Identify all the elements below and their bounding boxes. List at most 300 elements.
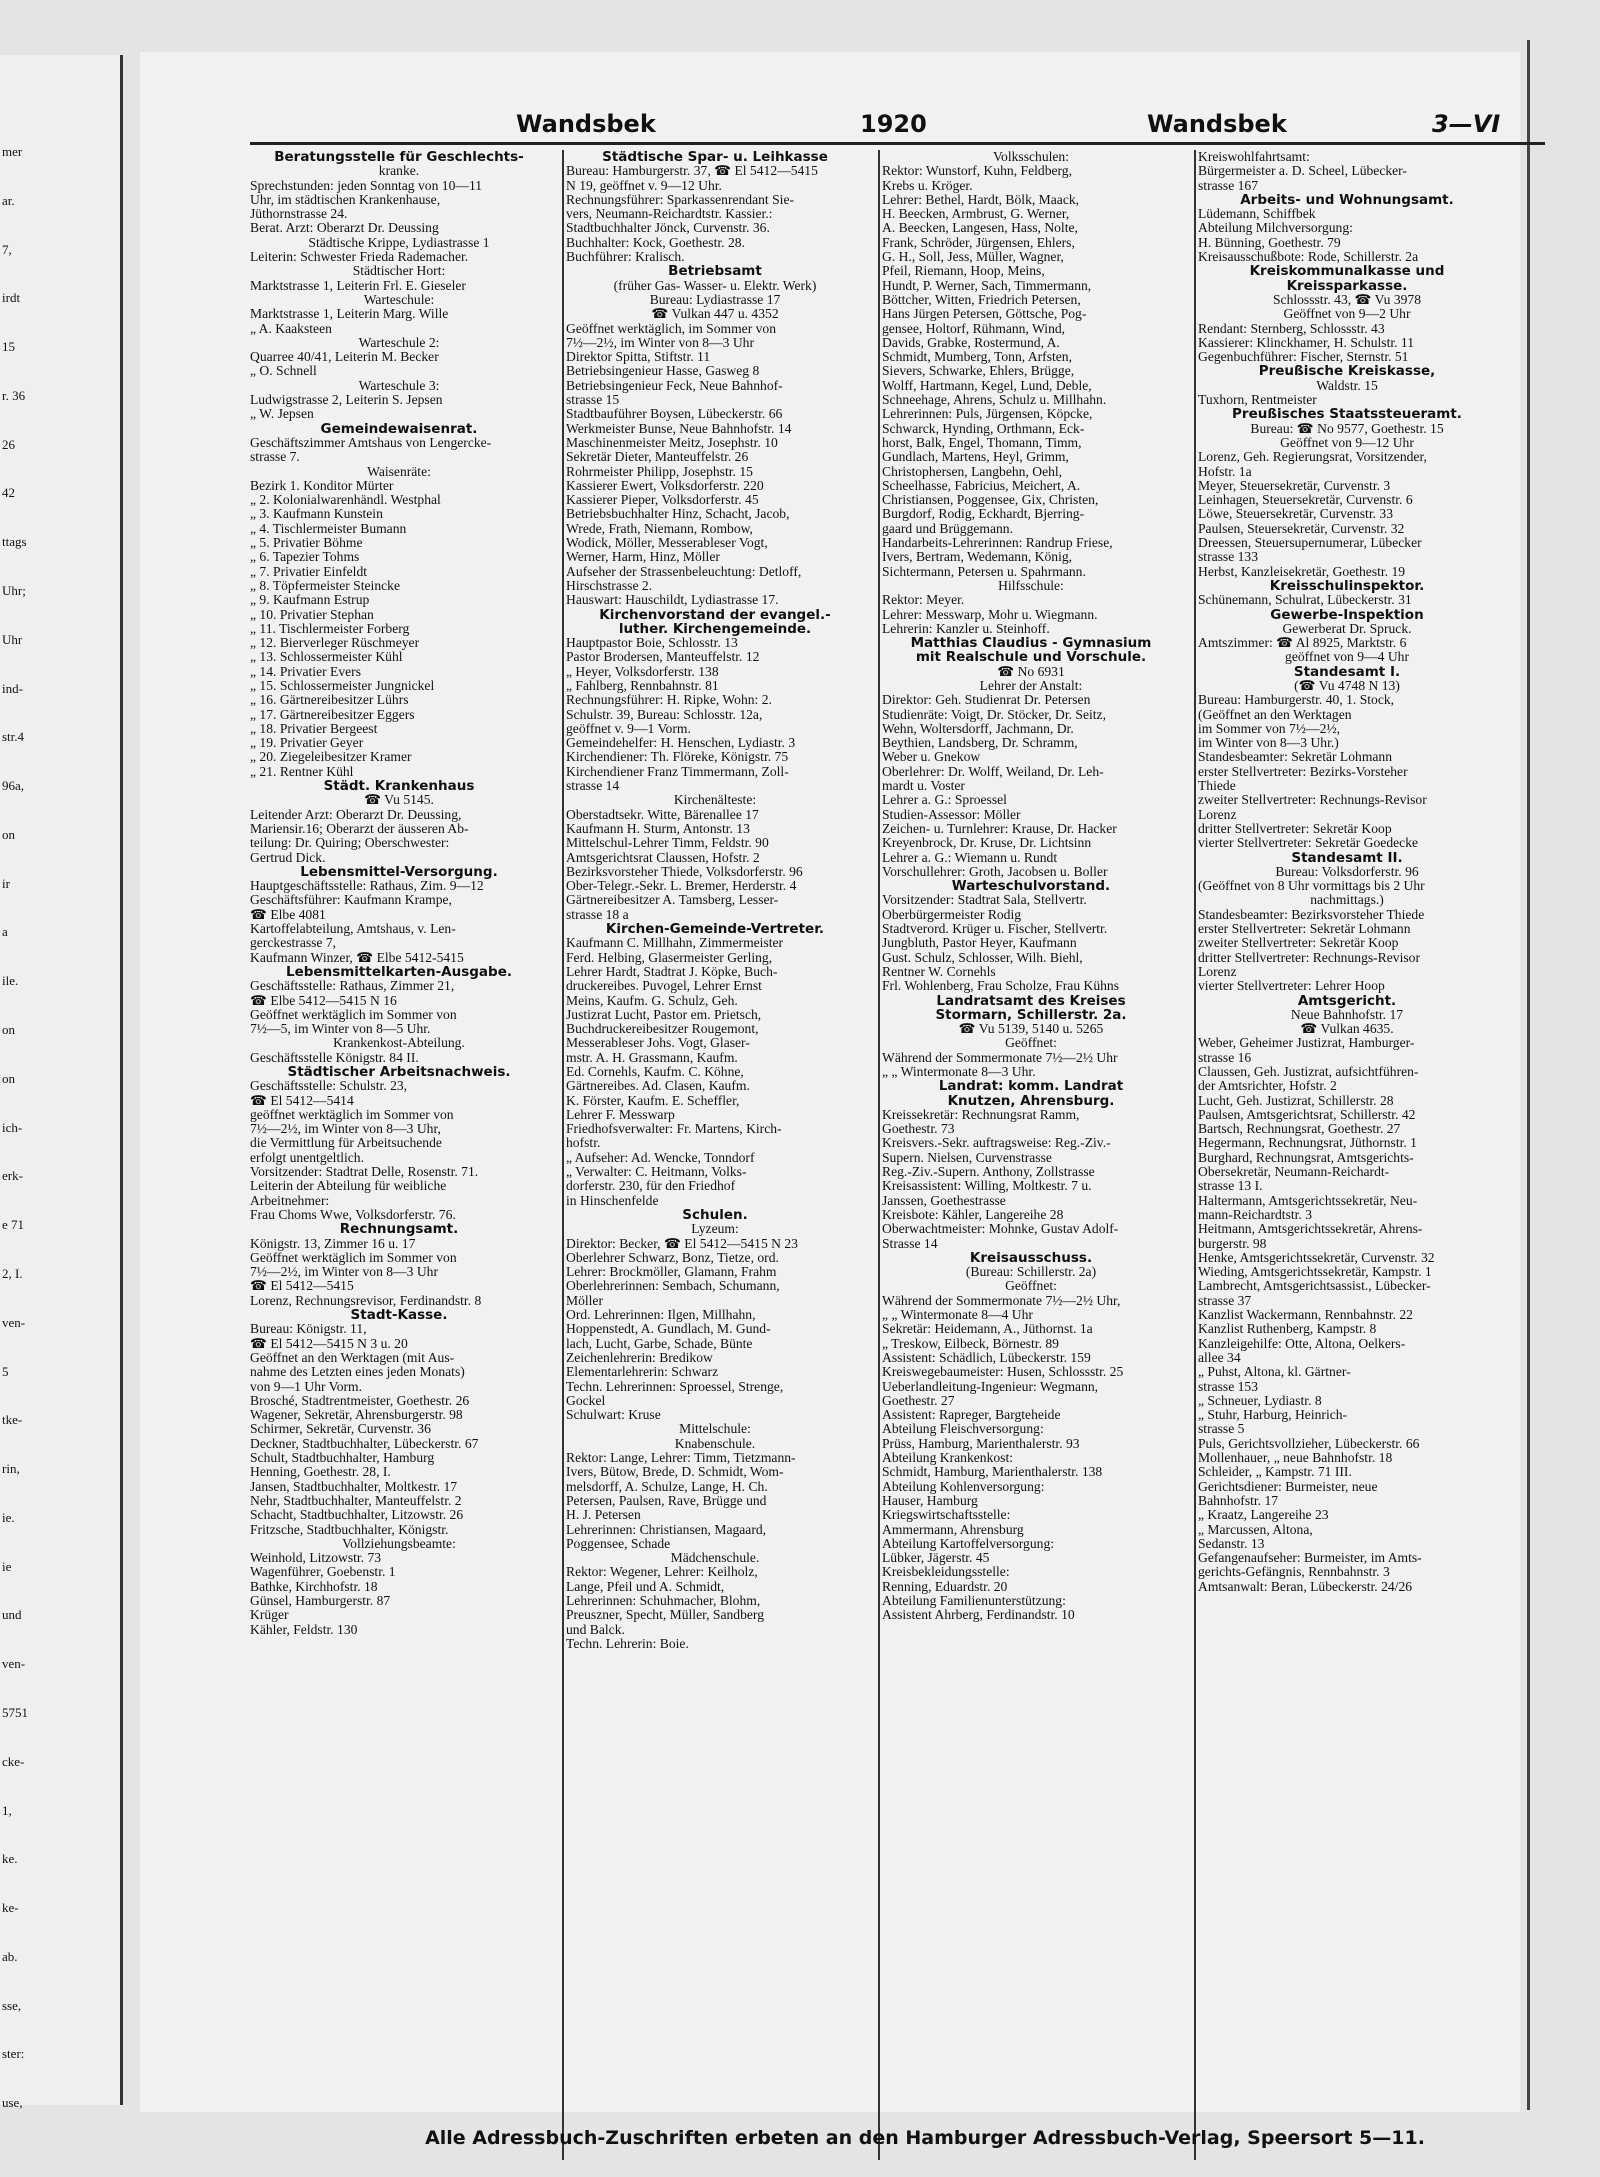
directory-entry-line: „ 2. Kolonialwarenhändl. Westphal [250, 493, 441, 508]
directory-entry-line: Wrede, Frath, Niemann, Rombow, [566, 521, 753, 536]
directory-entry-line: „ 10. Privatier Stephan [250, 607, 374, 622]
directory-entry-line: Vollziehungsbeamte: [342, 1536, 456, 1551]
directory-entry-line: Gockel [566, 1393, 606, 1408]
directory-entry-line: Beythien, Landsberg, Dr. Schramm, [882, 736, 1078, 751]
section-heading: Beratungsstelle für Geschlechts- [274, 150, 524, 165]
directory-entry-line: Pfeil, Riemann, Hoop, Meins, [882, 264, 1045, 279]
directory-entry-line: „ Schneuer, Lydiastr. 8 [1198, 1393, 1322, 1408]
margin-fragment: ab. [2, 1949, 18, 1964]
directory-entry-line: Weber u. Gnekow [882, 750, 981, 765]
directory-entry-line: G. H., Soll, Jess, Müller, Wagner, [882, 250, 1064, 265]
margin-fragment: a [2, 924, 8, 939]
directory-entry-line: geöffnet v. 9—1 Vorm. [566, 721, 691, 736]
directory-entry-line: Ludwigstrasse 2, Leiterin S. Jepsen [250, 393, 443, 408]
directory-entry-line: Obersekretär, Neumann-Reichardt- [1198, 1165, 1390, 1180]
directory-entry-line: Aufseher der Strassenbeleuchtung: Detloff, [566, 564, 802, 579]
directory-entry-line: Lorenz, Geh. Regierungsrat, Vorsitzender, [1198, 450, 1427, 465]
directory-entry-line: Ivers, Bütow, Brede, D. Schmidt, Wom- [566, 1465, 784, 1480]
directory-entry-line: Günsel, Hamburgerstr. 87 [250, 1593, 391, 1608]
directory-entry-line: Lambrecht, Amtsgerichtsassist., Lübecker- [1198, 1279, 1431, 1294]
directory-entry-line: Königstr. 13, Zimmer 16 u. 17 [250, 1236, 416, 1251]
directory-entry-line: Gust. Schulz, Schlosser, Wilh. Biehl, [882, 950, 1083, 965]
section-heading: Städt. Krankenhaus [323, 779, 475, 794]
directory-entry-line: Uhr, im städtischen Krankenhause, [250, 192, 441, 207]
directory-entry-line: Waldstr. 15 [1316, 378, 1378, 393]
directory-entry-line: Gemeindehelfer: H. Henschen, Lydiastr. 3 [566, 736, 796, 751]
directory-entry-line: Schult, Stadtbuchhalter, Hamburg [250, 1451, 435, 1466]
directory-entry-line: Bezirk 1. Konditor Mürter [250, 478, 394, 493]
directory-entry-line: gerichts-Gefängnis, Rennbahnstr. 3 [1198, 1565, 1390, 1580]
directory-entry-line: Hauptgeschäftsstelle: Rathaus, Zim. 9—12 [250, 879, 484, 894]
directory-entry-line: Rentner W. Cornehls [882, 964, 996, 979]
directory-entry-line: Kreisbote: Kähler, Langereihe 28 [882, 1207, 1064, 1222]
directory-entry-line: Kirchendiener Franz Timmermann, Zoll- [566, 764, 789, 779]
margin-fragment: 5 [2, 1364, 9, 1379]
margin-fragment: erk- [2, 1168, 23, 1183]
directory-entry-line: Hoppenstedt, A. Gundlach, M. Gund- [566, 1322, 771, 1337]
directory-entry-line: N 19, geöffnet v. 9—12 Uhr. [566, 178, 722, 193]
margin-fragment: sse, [2, 1998, 22, 2013]
section-heading: Gemeindewaisenrat. [320, 421, 478, 436]
directory-entry-line: Kaufmann Winzer, ☎ Elbe 5412-5415 [250, 950, 464, 965]
directory-entry-line: Geschäftsstelle: Schulstr. 23, [250, 1079, 408, 1094]
directory-entry-line: „ 8. Töpfermeister Steincke [250, 578, 400, 593]
margin-fragment: 7, [2, 242, 12, 257]
directory-entry-line: Renning, Eduardstr. 20 [882, 1579, 1008, 1594]
directory-entry-line: Schirmer, Sekretär, Curvenstr. 36 [250, 1422, 431, 1437]
directory-entry-line: Kaufmann C. Millhahn, Zimmermeister [566, 936, 784, 951]
directory-entry-line: Warteschule 2: [358, 335, 440, 350]
directory-entry-line: strasse 13 I. [1198, 1179, 1263, 1194]
directory-entry-line: Kähler, Feldstr. 130 [250, 1622, 358, 1637]
directory-entry-line: im Winter von 8—3 Uhr.) [1198, 736, 1339, 751]
directory-entry-line: Burghard, Rechnungsrat, Amtsgerichts- [1198, 1150, 1414, 1165]
directory-entry-line: Christophersen, Langbehn, Oehl, [882, 464, 1063, 479]
directory-entry-line: melsdorff, A. Schulze, Lange, H. Ch. [566, 1479, 768, 1494]
directory-entry-line: 7½—2½, im Winter von 8—3 Uhr [250, 1265, 438, 1280]
directory-entry-line: Gewerberat Dr. Spruck. [1282, 621, 1412, 636]
directory-entry-line: Gegenbuchführer: Fischer, Sternstr. 51 [1198, 350, 1409, 365]
directory-entry-line: Leiterin: Schwester Frieda Rademacher. [250, 250, 469, 265]
directory-entry-line: Frl. Wohlenberg, Frau Scholze, Frau Kühns [882, 979, 1120, 994]
directory-entry-line: Ober-Telegr.-Sekr. L. Bremer, Herderstr. 4 [566, 879, 797, 894]
directory-entry-line: Kreiswegebaumeister: Husen, Schlossstr. 25 [882, 1365, 1124, 1380]
directory-entry-line: Zeichen- u. Turnlehrer: Krause, Dr. Hacker [882, 821, 1117, 836]
directory-entry-line: Pastor Brodersen, Manteuffelstr. 12 [566, 650, 760, 665]
directory-entry-line: A. Beecken, Langesen, Hass, Nolte, [882, 221, 1078, 236]
directory-entry-line: Betriebsingenieur Feck, Neue Bahnhof- [566, 378, 783, 393]
directory-entry-line: Standesbeamter: Sekretär Lohmann [1198, 750, 1393, 765]
directory-entry-line: Heitmann, Amtsgerichtssekretär, Ahrens- [1198, 1222, 1423, 1237]
directory-entry-line: strasse 37 [1198, 1293, 1252, 1308]
directory-entry-line: gensee, Holtorf, Rühmann, Wind, [882, 321, 1066, 336]
directory-entry-line: Direktor Spitta, Stiftstr. 11 [566, 350, 711, 365]
directory-entry-line: Standesbeamter: Bezirksvorsteher Thiede [1198, 907, 1425, 922]
directory-entry-line: Krüger [250, 1608, 289, 1623]
section-heading: Matthias Claudius - Gymnasium [910, 636, 1152, 651]
directory-entry-line: Paulsen, Amtsgerichtsrat, Schillerstr. 42 [1198, 1107, 1416, 1122]
directory-entry-line: dritter Stellvertreter: Rechnungs-Revisor [1198, 950, 1420, 965]
directory-entry-line: Kriegswirtschaftsstelle: [882, 1508, 1011, 1523]
directory-entry-line: „ Stuhr, Harburg, Heinrich- [1198, 1408, 1348, 1423]
directory-entry-line: Lehrerinnen: Christiansen, Magaard, [566, 1522, 767, 1537]
directory-entry-line: Sievers, Schwarke, Ehlers, Brügge, [882, 364, 1075, 379]
directory-entry-line: ☎ Vulkan 447 u. 4352 [651, 307, 779, 322]
margin-fragment: on [2, 827, 15, 842]
margin-fragment: e 71 [2, 1217, 25, 1232]
directory-entry-line: „ 3. Kaufmann Kunstein [250, 507, 383, 522]
section-heading: Kirchenvorstand der evangel.- [599, 607, 831, 622]
directory-entry-line: Ferd. Helbing, Glasermeister Gerling, [566, 950, 773, 965]
directory-entry-line: zweiter Stellvertreter: Sekretär Koop [1198, 936, 1399, 951]
directory-entry-line: strasse 16 [1198, 1050, 1252, 1065]
directory-entry-line: Wagenführer, Goebenstr. 1 [250, 1565, 396, 1580]
directory-entry-line: Messerableser Johs. Vogt, Glaser- [566, 1036, 750, 1051]
directory-entry-line: „ 5. Privatier Böhme [250, 536, 363, 551]
section-heading: Schulen. [682, 1207, 748, 1223]
margin-fragment: ind- [2, 681, 23, 696]
margin-fragment: cke- [2, 1754, 25, 1769]
margin-fragment: ven- [2, 1315, 26, 1330]
directory-entry-line: Sedanstr. 13 [1198, 1536, 1265, 1551]
directory-entry-line: „ 13. Schlossermeister Kühl [250, 650, 403, 665]
directory-entry-line: H. Beecken, Armbrust, G. Werner, [882, 207, 1070, 222]
margin-fragment: 5751 [2, 1705, 28, 1720]
directory-entry-line: „ Aufseher: Ad. Wencke, Tonndorf [566, 1150, 755, 1165]
directory-entry-line: strasse 7. [250, 450, 300, 465]
directory-entry-line: Henke, Amtsgerichtssekretär, Curvenstr. 32 [1198, 1250, 1435, 1265]
directory-entry-line: Krankenkost-Abteilung. [333, 1036, 465, 1051]
column-2 [566, 150, 864, 1651]
directory-entry-line: burgerstr. 98 [1198, 1236, 1267, 1251]
directory-entry-line: Hundt, P. Werner, Sach, Timmermann, [882, 278, 1092, 293]
directory-entry-line: ☎ Vu 5145. [364, 793, 434, 808]
directory-entry-line: Hauser, Hamburg [882, 1493, 978, 1508]
directory-entry-line: „ 11. Tischlermeister Forberg [250, 621, 410, 636]
directory-entry-line: Amtsgerichtsrat Claussen, Hofstr. 2 [566, 850, 760, 865]
directory-entry-line: Kirchendiener: Th. Flöreke, Königstr. 75 [566, 750, 789, 765]
footer-notice: Alle Adressbuch-Zuschriften erbeten an den Hamburger Adressbuch-Verlag, Speersort 5—11. [425, 2127, 1425, 2149]
directory-entry-line: (☎ Vu 4748 N 13) [1294, 678, 1400, 693]
directory-entry-line: Kreissekretär: Rechnungsrat Ramm, [882, 1107, 1080, 1122]
directory-entry-line: „ Heyer, Volksdorferstr. 138 [566, 664, 719, 679]
directory-entry-line: Sekretär: Heidemann, A., Jüthornst. 1a [882, 1322, 1093, 1337]
directory-entry-line: Handarbeits-Lehrerinnen: Randrup Friese, [882, 536, 1113, 551]
directory-entry-line: gaard und Brüggemann. [882, 521, 1013, 536]
directory-entry-line: Kreiswohlfahrtsamt: [1198, 150, 1310, 164]
column-1 [250, 150, 548, 1637]
directory-entry-line: Schulwart: Kruse [566, 1408, 661, 1423]
directory-entry-line: Geöffnet: [1005, 1279, 1057, 1294]
directory-entry-line: Petersen, Paulsen, Rave, Brügge und [566, 1493, 767, 1508]
directory-entry-line: „ 19. Privatier Geyer [250, 736, 364, 751]
directory-entry-line: 7½—2½, im Winter von 8—3 Uhr, [250, 1122, 441, 1137]
directory-entry-line: Puls, Gerichtsvollzieher, Lübeckerstr. 66 [1198, 1436, 1420, 1451]
directory-entry-line: Geöffnet an den Werktagen (mit Aus- [250, 1350, 455, 1365]
directory-entry-line: Goethestr. 73 [882, 1122, 955, 1137]
directory-entry-line: Weinhold, Litzowstr. 73 [250, 1551, 382, 1566]
directory-entry-line: Justizrat Lucht, Pastor em. Prietsch, [566, 1007, 762, 1022]
directory-entry-line: Lübker, Jägerstr. 45 [882, 1551, 990, 1566]
header-right-title: Wandsbek [1147, 110, 1287, 138]
directory-entry-line: Kanzlist Wackermann, Rennbahnstr. 22 [1198, 1308, 1413, 1323]
directory-entry-line: Bezirksvorsteher Thiede, Volksdorferstr. 96 [566, 864, 803, 879]
directory-entry-line: Lorenz, Rechnungsrevisor, Ferdinandstr. 8 [250, 1293, 482, 1308]
directory-entry-line: Werner, Harm, Hinz, Möller [566, 550, 720, 565]
directory-entry-line: Leitender Arzt: Oberarzt Dr. Deussing, [250, 807, 462, 822]
directory-entry-line: Kreyenbrock, Dr. Kruse, Dr. Lichtsinn [882, 836, 1092, 851]
directory-entry-line: Abteilung Kohlenversorgung: [882, 1479, 1045, 1494]
directory-entry-line: Frank, Schröder, Jürgensen, Ehlers, [882, 235, 1075, 250]
section-heading: Rechnungsamt. [339, 1222, 459, 1237]
directory-entry-line: Schünemann, Schulrat, Lübeckerstr. 31 [1198, 593, 1412, 608]
directory-entry-line: Oberlehrer Schwarz, Bonz, Tietze, ord. [566, 1250, 779, 1265]
directory-entry-line: Davids, Grabke, Rostermund, A. [882, 335, 1060, 350]
directory-entry-line: Amtszimmer: ☎ Al 8925, Marktstr. 6 [1198, 636, 1407, 651]
directory-entry-line: Zeichenlehrerin: Bredikow [566, 1350, 713, 1365]
directory-entry-line: Bureau: Hamburgerstr. 37, ☎ El 5412—5415 [566, 164, 818, 179]
directory-entry-line: Lehrer a. G.: Sproessel [882, 793, 1007, 808]
directory-entry-line: Lehrer: Bethel, Hardt, Bölk, Maack, [882, 192, 1080, 207]
directory-entry-line: Städtische Krippe, Lydiastrasse 1 [308, 235, 490, 250]
directory-entry-line: Gertrud Dick. [250, 850, 326, 865]
margin-fragment: ie. [2, 1510, 15, 1525]
directory-entry-line: Fritzsche, Stadtbuchhalter, Königstr. [250, 1522, 449, 1537]
section-heading: Preußische Kreiskasse, [1258, 364, 1436, 379]
directory-entry-line: Warteschule: [363, 292, 435, 307]
directory-entry-line: strasse 153 [1198, 1379, 1259, 1394]
section-heading: Landrat: komm. Landrat [938, 1079, 1124, 1094]
directory-entry-line: Oberlehrer: Dr. Wolff, Weiland, Dr. Leh- [882, 764, 1104, 779]
directory-entry-line: vierter Stellvertreter: Sekretär Goedecke [1198, 836, 1419, 851]
directory-entry-line: Assistent: Schädlich, Lübeckerstr. 159 [882, 1350, 1091, 1365]
directory-entry-line: Geöffnet: [1005, 1036, 1057, 1051]
directory-entry-line: Marktstrasse 1, Leiterin Frl. E. Gieseler [250, 278, 466, 293]
directory-entry-line: Lehrer: Messwarp, Mohr u. Wiegmann. [882, 607, 1098, 622]
margin-fragment: ster: [2, 2046, 25, 2061]
margin-fragment: 1, [2, 1803, 12, 1818]
directory-entry-line: Herbst, Kanzleisekretär, Goethestr. 19 [1198, 564, 1406, 579]
margin-fragment: ke. [2, 1851, 18, 1866]
directory-entry-line: „ Marcussen, Altona, [1198, 1522, 1313, 1537]
directory-entry-line: ☎ No 6931 [997, 664, 1065, 679]
directory-entry-line: Während der Sommermonate 7½—2½ Uhr [882, 1050, 1118, 1065]
directory-entry-line: Rechnungsführer: Sparkassenrendant Sie- [566, 192, 795, 207]
directory-entry-line: ☎ El 5412—5415 N 3 u. 20 [250, 1336, 408, 1351]
directory-entry-line: Böttcher, Witten, Friedrich Petersen, [882, 292, 1081, 307]
directory-entry-line: Wodick, Möller, Messerableser Vogt, [566, 536, 768, 551]
column-divider [1194, 150, 1196, 2160]
directory-entry-line: nachmittags.) [1310, 893, 1384, 908]
directory-entry-line: Schwarck, Hynding, Orthmann, Eck- [882, 421, 1085, 436]
directory-entry-line: Kanzlist Ruthenberg, Kampstr. 8 [1198, 1322, 1377, 1337]
section-heading: Knutzen, Ahrensburg. [947, 1093, 1115, 1108]
directory-entry-line: Lehrer der Anstalt: [979, 678, 1083, 693]
directory-entry-line: strasse 15 [566, 393, 620, 408]
directory-entry-line: „ Fahlberg, Rennbahnstr. 81 [566, 678, 719, 693]
directory-entry-line: „ 14. Privatier Evers [250, 664, 361, 679]
header-page-number: 3—VI [1432, 110, 1501, 138]
section-heading: Landratsamt des Kreises [936, 993, 1126, 1008]
directory-entry-line: ☎ Elbe 4081 [250, 907, 326, 922]
directory-entry-line: Ed. Cornehls, Kaufm. C. Köhne, [566, 1065, 744, 1079]
margin-fragment: 42 [2, 485, 15, 500]
directory-entry-line: Lehrerinnen: Schuhmacher, Blohm, [566, 1593, 761, 1608]
directory-entry-line: Hofstr. 1a [1198, 464, 1252, 479]
header-rule [250, 142, 1545, 145]
directory-entry-line: Lehrer a. G.: Wiemann u. Rundt [882, 850, 1058, 865]
directory-entry-line: zweiter Stellvertreter: Rechnungs-Revisor [1198, 793, 1427, 808]
directory-entry-line: Bureau: Volksdorferstr. 96 [1275, 864, 1419, 879]
directory-entry-line: der Amtsrichter, Hofstr. 2 [1198, 1079, 1337, 1094]
margin-fragment: 26 [2, 437, 15, 452]
margin-fragment: 2, I. [2, 1266, 23, 1281]
directory-entry-line: Ueberlandleitung-Ingenieur: Wegmann, [882, 1379, 1099, 1394]
directory-entry-line: Kanzleigehilfe: Otte, Altona, Oelkers- [1198, 1336, 1406, 1351]
directory-entry-line: Rohrmeister Philipp, Josephstr. 15 [566, 464, 753, 479]
directory-entry-line: Waisenräte: [367, 464, 431, 479]
directory-entry-line: Leinhagen, Steuersekretär, Curvenstr. 6 [1198, 493, 1413, 508]
directory-entry-line: Mittelschul-Lehrer Timm, Feldstr. 90 [566, 836, 769, 851]
directory-entry-line: Henning, Goethestr. 28, I. [250, 1465, 391, 1480]
section-heading: Städtische Spar- u. Leihkasse [602, 150, 828, 165]
directory-entry-line: Geschäftszimmer Amtshaus von Lengercke- [250, 435, 492, 450]
directory-entry-line: Quarree 40/41, Leiterin M. Becker [250, 350, 439, 365]
directory-entry-line: „ Treskow, Eilbeck, Börnestr. 89 [882, 1336, 1059, 1351]
directory-entry-line: Hilfsschule: [998, 578, 1064, 593]
directory-entry-line: Kreisbekleidungsstelle: [882, 1565, 1010, 1580]
directory-entry-line: Strasse 14 [882, 1236, 938, 1251]
margin-fragment: ke- [2, 1900, 19, 1915]
directory-entry-line: Oberstadtsekr. Witte, Bärenallee 17 [566, 807, 759, 822]
section-heading: Stadt-Kasse. [350, 1308, 448, 1323]
margin-fragment: Uhr; [2, 583, 26, 598]
directory-entry-line: H. Bünning, Goethestr. 79 [1198, 235, 1341, 250]
directory-entry-line: strasse 167 [1198, 178, 1259, 193]
directory-entry-line: ☎ Vulkan 4635. [1300, 1022, 1394, 1037]
directory-entry-line: Supern. Nielsen, Curvenstrasse [882, 1150, 1052, 1165]
directory-entry-line: Studien-Assessor: Möller [882, 807, 1021, 822]
directory-entry-line: Techn. Lehrerinnen: Sproessel, Strenge, [566, 1379, 784, 1394]
directory-entry-line: Hans Jürgen Petersen, Göttsche, Pog- [882, 307, 1087, 322]
directory-entry-line: H. J. Petersen [566, 1508, 641, 1523]
directory-entry-line: „ 17. Gärtnereibesitzer Eggers [250, 707, 415, 722]
header-year: 1920 [860, 110, 927, 138]
header-left-title: Wandsbek [516, 110, 656, 138]
directory-entry-line: Kirchenälteste: [673, 793, 757, 808]
directory-entry-line: strasse 133 [1198, 550, 1259, 565]
directory-entry-line: Buchführer: Kralisch. [566, 250, 685, 265]
directory-entry-line: Friedhofsverwalter: Fr. Martens, Kirch- [566, 1122, 782, 1137]
section-heading: Amtsgericht. [1297, 993, 1397, 1008]
directory-entry-line: Abteilung Milchversorgung: [1198, 221, 1353, 236]
margin-fragment: ar. [2, 193, 15, 208]
directory-entry-line: Berat. Arzt: Oberarzt Dr. Deussing [250, 221, 439, 236]
directory-entry-line: Lehrer Hardt, Stadtrat J. Köpke, Buch- [566, 964, 778, 979]
directory-entry-line: 7½—5, im Winter von 8—5 Uhr. [250, 1022, 431, 1037]
directory-entry-line: Gefangenaufseher: Burmeister, im Amts- [1198, 1551, 1422, 1566]
directory-entry-line: Rektor: Wunstorf, Kuhn, Feldberg, [882, 164, 1073, 179]
directory-entry-line: Leiterin der Abteilung für weibliche [250, 1179, 447, 1194]
directory-entry-line: Vorschullehrer: Groth, Jacobsen u. Boller [882, 864, 1108, 879]
directory-entry-line: mardt u. Voster [882, 779, 965, 794]
directory-entry-line: Nehr, Stadtbuchhalter, Manteuffelstr. 2 [250, 1493, 462, 1508]
section-heading: Standesamt I. [1293, 664, 1401, 679]
directory-entry-line: Möller [566, 1293, 603, 1308]
directory-entry-line: Bartsch, Rechnungsrat, Goethestr. 27 [1198, 1122, 1401, 1137]
directory-entry-line: „ „ Wintermonate 8—3 Uhr. [882, 1065, 1036, 1079]
directory-entry-line: dritter Stellvertreter: Sekretär Koop [1198, 821, 1392, 836]
directory-entry-line: Geöffnet von 9—12 Uhr [1280, 435, 1414, 450]
directory-entry-line: Ammermann, Ahrensburg [882, 1522, 1024, 1537]
directory-entry-line: geöffnet werktäglich im Sommer von [250, 1107, 454, 1122]
directory-entry-line: Dreessen, Steuersupernumerar, Lübecker [1198, 536, 1422, 551]
directory-entry-line: und Balck. [566, 1622, 625, 1637]
directory-entry-line: (Geöffnet an den Werktagen [1198, 707, 1352, 722]
directory-entry-line: „ 12. Bierverleger Rüschmeyer [250, 636, 420, 651]
directory-entry-line: Neue Bahnhofstr. 17 [1290, 1007, 1404, 1022]
directory-entry-line: Burgdorf, Rodig, Eckhardt, Bjerring- [882, 507, 1085, 522]
margin-fragment: on [2, 1071, 15, 1086]
directory-entry-line: Vorsitzender: Stadtrat Sala, Stellvertr. [882, 893, 1087, 908]
directory-entry-line: Bureau: Königstr. 11, [250, 1322, 367, 1337]
margin-fragment: 15 [2, 339, 15, 354]
directory-entry-line: Sprechstunden: jeden Sonntag von 10—11 [250, 178, 483, 193]
directory-entry-line: Lucht, Geh. Justizrat, Schillerstr. 28 [1198, 1093, 1394, 1108]
directory-entry-line: Wehn, Woltersdorff, Jachmann, Dr. [882, 721, 1074, 736]
section-heading: Lebensmittelkarten-Ausgabe. [286, 964, 512, 980]
section-heading: Kreisschulinspektor. [1269, 578, 1425, 594]
margin-fragment: irdt [2, 290, 21, 305]
directory-entry-line: Meins, Kaufm. G. Schulz, Geh. [566, 993, 738, 1008]
directory-entry-line: hofstr. [566, 1136, 601, 1151]
directory-entry-line: „ O. Schnell [250, 364, 317, 379]
directory-entry-line: ☎ Vu 5139, 5140 u. 5265 [958, 1022, 1104, 1037]
directory-entry-line: Bureau: ☎ No 9577, Goethestr. 15 [1250, 421, 1444, 436]
section-heading: Städtischer Arbeitsnachweis. [287, 1065, 511, 1080]
directory-entry-line: Kartoffelabteilung, Amtshaus, v. Len- [250, 922, 456, 937]
directory-entry-line: Prüss, Hamburg, Marienthalerstr. 93 [882, 1436, 1080, 1451]
directory-entry-line: allee 34 [1198, 1350, 1241, 1365]
directory-entry-line: Jansen, Stadtbuchhalter, Moltkestr. 17 [250, 1479, 458, 1494]
margin-fragment: ie [2, 1559, 12, 1574]
section-heading: Preußisches Staatssteueramt. [1232, 407, 1462, 422]
directory-entry-line: „ Puhst, Altona, kl. Gärtner- [1198, 1365, 1351, 1380]
directory-entry-line: mstr. A. H. Grassmann, Kaufm. [566, 1050, 738, 1065]
directory-entry-line: Lehrer: Brockmöller, Glamann, Frahm [566, 1265, 777, 1280]
directory-entry-line: Löwe, Steuersekretär, Curvenstr. 33 [1198, 507, 1393, 522]
directory-entry-line: „ 20. Ziegeleibesitzer Kramer [250, 750, 412, 765]
section-heading: Kirchen-Gemeinde-Vertreter. [605, 922, 825, 937]
directory-entry-line: Geschäftsführer: Kaufmann Krampe, [250, 893, 452, 908]
directory-entry-line: Betriebsbuchhalter Hinz, Schacht, Jacob, [566, 507, 790, 522]
margin-fragment: tke- [2, 1412, 23, 1427]
directory-entry-line: Jüthornstrasse 24. [250, 207, 348, 222]
directory-entry-line: Mittelschule: [679, 1422, 751, 1437]
directory-entry-line: Warteschule 3: [358, 378, 440, 393]
directory-entry-line: Lüdemann, Schiffbek [1198, 207, 1316, 222]
directory-entry-line: Vorsitzender: Stadtrat Delle, Rosenstr. 71. [250, 1165, 479, 1180]
directory-entry-line: Claussen, Geh. Justizrat, aufsichtführen- [1198, 1065, 1419, 1079]
directory-entry-line: (Geöffnet von 8 Uhr vormittags bis 2 Uhr [1198, 879, 1425, 894]
directory-entry-line: 7½—2½, im Winter von 8—3 Uhr [566, 335, 754, 350]
directory-entry-line: ☎ El 5412—5415 [250, 1279, 354, 1294]
margin-fragment: r. 36 [2, 388, 26, 403]
directory-entry-line: Abteilung Krankenkost: [882, 1451, 1014, 1466]
directory-entry-line: Lehrerin: Kanzler u. Steinhoff. [882, 621, 1050, 636]
directory-entry-line: Krebs u. Kröger. [882, 178, 973, 193]
directory-entry-line: Schleider, „ Kampstr. 71 III. [1198, 1465, 1352, 1480]
